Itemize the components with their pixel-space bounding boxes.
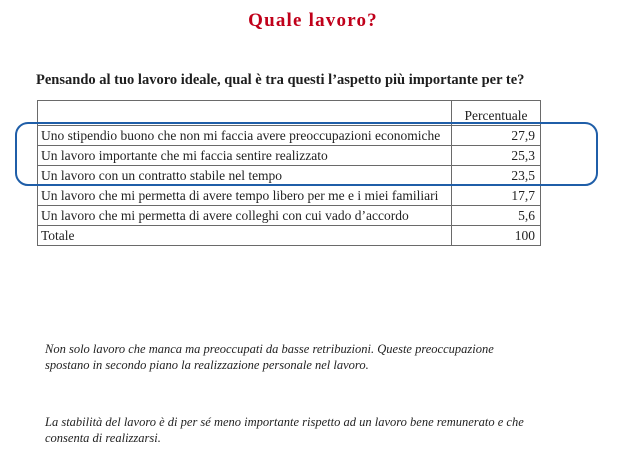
page-title: Quale lavoro? [248,10,378,31]
table-row [38,186,541,206]
comment-text: La stabilità del lavoro è di per sé meno importante rispetto ad un lavoro bene remunerato e che consenta di realizzarsi. [45,415,524,445]
row-value: 23,5 [452,166,541,186]
comment-text: Non solo lavoro che manca ma preoccupati da basse retribuzioni. Queste preoccupazione spostano in secondo piano la realizzazione personale nel lavoro. [45,342,494,372]
table-row [38,206,541,226]
table-total-row [38,226,541,246]
row-label: Uno stipendio buono che non mi faccia avere preoccupazioni economiche [38,126,452,146]
row-value: 27,9 [452,126,541,146]
comment-paragraph-2 [45,414,525,446]
survey-question: Pensando al tuo lavoro ideale, qual è tra questi l’aspetto più importante per te? [36,72,525,88]
total-label: Totale [38,226,452,246]
row-value: 25,3 [452,146,541,166]
row-value: 17,7 [452,186,541,206]
row-label: Un lavoro che mi permetta di avere tempo libero per me e i miei familiari [38,186,452,206]
highlight-rounded-box [15,122,598,186]
row-label: Un lavoro importante che mi faccia sentire realizzato [38,146,452,166]
comment-paragraph-1 [45,341,525,373]
column-header-percentuale: Percentuale [452,101,541,126]
row-label: Un lavoro con un contratto stabile nel tempo [38,166,452,186]
row-label: Un lavoro che mi permetta di avere colleghi con cui vado d’accordo [38,206,452,226]
total-value: 100 [452,226,541,246]
row-value: 5,6 [452,206,541,226]
